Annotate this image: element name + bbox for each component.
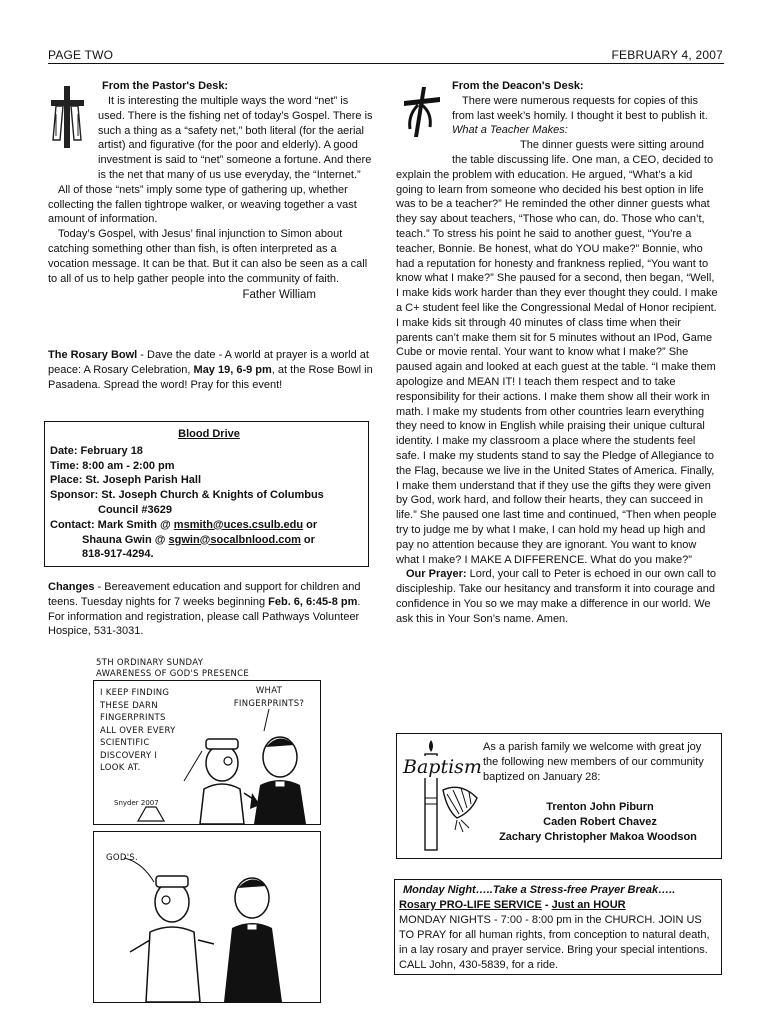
email-link-1[interactable]: msmith@uces.csulb.edu	[173, 518, 304, 531]
cartoon-caption-1: 5TH ORDINARY SUNDAY	[96, 658, 204, 668]
just-an-hour-link[interactable]: Just an HOUR	[551, 899, 626, 911]
header-rule	[48, 63, 724, 64]
pastor-body	[48, 94, 374, 303]
cartoon-bubble-2: WHAT FINGERPRINTS?	[233, 686, 305, 709]
baptized-name-3: Zachary Christopher Makoa Woodson	[499, 830, 697, 843]
monday-prayer-box	[394, 879, 722, 975]
deacon-story: The dinner guests were sitting around the table discussing life. One man, a CEO, decided to explain the problem with education. He argued, “What’s a kid going to learn from someone who decided his best option in life was to be a teacher?” He reminded the other dinner guests what they say about teachers, “Those who can, do. Those who can’t, teach.” To stress his point he said to another guest, “You’re a teacher, Bonnie. Be honest, what do YOU make?” Bonnie, who had a reputation for honesty and frankness replied, “You want to know what I make?” She paused for a second, then began, “Well, I make kids work harder than they ever thought they could. I make a C+ student feel like the Congressional Medal of Honor recipient. I make kids sit through 40 minutes of class time when their parents can’t make them sit for 5 minutes without an IPod, Game Cube or movie rental. Your want to know what I make?” She paused again and looked at each guest at the table. “I make them apologize and MEAN IT! I teach them respect and to take responsibility for their actions. I make them show all their work in math. I make my students from other countries learn everything they need to know in English while praising their unique cultural identity. I make my classroom a place where the students feel safe. I make my students stand to say the Pledge of Allegiance to the Flag, because we live in the United States of America. Finally, I make them understand that if they use the gifts they were given by God, work hard, and follow their hearts, they can succeed in life.” She paused one last time and continued, “Then when people try to judge me by what I make, I can hold my head up high and pay no attention because they are ignorant. You want to know what I make? I MAKE A DIFFERENCE. What do you make?”	[396, 139, 718, 566]
rosary-text-1: - Dave the date - A world at prayer is a world at peace: A Rosary Celebration,	[48, 349, 369, 376]
pastor-paragraph-2: All of those “nets” imply some type of gathering up, whether collecting the fallen tightrope walker, or weaving together a vast amount of information.	[48, 183, 357, 226]
contact-or-1: or	[303, 518, 318, 531]
blood-drive-date: Date: February 18	[50, 444, 143, 457]
issue-date: FEBRUARY 4, 2007	[611, 48, 723, 62]
rosary-text-2: , at the Rose Bowl in Pasadena. Spread the word! Pray for this event!	[48, 363, 373, 391]
pastor-paragraph-3: Today’s Gospel, with Jesus’ final injunction to Simon about catching something other than fish, is often interpreted as a vocation message. It can be that. But it can also be seen as a call to all of us to help gather people into the community of faith.	[48, 228, 368, 285]
pastor-signature: Father William	[242, 289, 316, 302]
blood-drive-sponsor: Sponsor: St. Joseph Church & Knights of Columbus	[50, 489, 324, 502]
baptized-name-1: Trenton John Piburn	[546, 801, 654, 813]
baptism-names	[483, 800, 717, 844]
contact-2: Shauna Gwin @	[82, 533, 169, 546]
monday-title: Monday Night…..Take a Stress-free Prayer Break…..	[403, 884, 676, 896]
deacon-subtitle: What a Teacher Makes:	[452, 124, 568, 137]
rosary-bowl-notice	[48, 348, 374, 392]
baptism-logo-text: Baptism	[403, 756, 482, 778]
blood-drive-time: Time: 8:00 am - 2:00 pm	[50, 459, 175, 472]
deacon-intro: There were numerous requests for copies of this from last week’s homily. I thought it best to publish it.	[452, 94, 708, 122]
changes-text-1: - Bereavement education and support for children and teens. Tuesday nights for 7 weeks beginning	[48, 581, 361, 608]
rosary-lead: The Rosary Bowl	[48, 349, 138, 361]
monday-sep: -	[541, 899, 552, 911]
blood-drive-title: Blood Drive	[178, 428, 240, 440]
baptism-intro: As a parish family we welcome with great joy the following new members of our community baptized on January 28:	[483, 741, 704, 783]
cartoon-caption-2: AWARENESS OF GOD'S PRESENCE	[96, 669, 250, 679]
cartoon-panel-1	[93, 680, 321, 825]
deacon-column	[396, 79, 718, 626]
changes-text-2: . For information and registration, please call Pathways Volunteer Hospice, 531-3031.	[48, 595, 361, 638]
rosary-prolife-link[interactable]: Rosary PRO-LIFE SERVICE	[399, 899, 542, 911]
rosary-date: May 19, 6-9 pm	[193, 363, 272, 376]
changes-lead: Changes	[48, 581, 95, 593]
cartoon-bubble-1: I KEEP FINDING THESE DARN FINGERPRINTS ALL OVER EVERY SCIENTIFIC DISCOVERY I LOOK AT.	[100, 688, 176, 773]
page-label: PAGE TWO	[48, 48, 114, 62]
deacon-title: From the Deacon's Desk:	[452, 80, 584, 92]
pastor-paragraph-1: It is interesting the multiple ways the word “net” is used. There is the fishing net of today’s Gospel. There is such a thing as a “safety net,” both literal (for the aerial artist) and figurative (for the poor and elderly). A good investment is said to “net” someone a fortune. And there is the net that many of us use everyday, the “Internet.”	[98, 95, 373, 181]
pastor-title: From the Pastor's Desk:	[102, 80, 229, 92]
contact-label: Contact: Mark Smith @	[50, 518, 174, 531]
cartoon-artist-signature: Snyder 2007	[114, 799, 159, 807]
baptized-name-2: Caden Robert Chavez	[543, 815, 657, 828]
prayer-text: Lord, your call to Peter is echoed in our own call to discipleship. Take our hesitancy and transform it into courage and confidence in You so we may make a difference in our world. We ask this in Your Son’s name. Amen.	[396, 568, 716, 625]
cartoon-panel-2	[93, 831, 321, 1003]
contact-or-2: or	[300, 533, 315, 546]
scientist-pointing-drawing	[94, 832, 320, 1002]
changes-date: Feb. 6, 6:45-8 pm	[268, 595, 358, 608]
baptism-box	[396, 733, 722, 859]
prayer-label: Our Prayer:	[406, 568, 467, 581]
email-link-2[interactable]: sgwin@socalbnlood.com	[168, 533, 301, 546]
contact-phone: 818-917-4294.	[82, 548, 154, 561]
cartoon-bubble-3: GOD'S.	[106, 853, 139, 863]
blood-drive-place: Place: St. Joseph Parish Hall	[50, 474, 202, 487]
changes-notice	[48, 580, 370, 639]
monday-body: MONDAY NIGHTS - 7:00 - 8:00 pm in the CHURCH. JOIN US TO PRAY for all human rights, from conception to natural death, in a lay rosary and prayer service. Bring your special intentions. CALL John, 430-5839, for a ride.	[399, 914, 710, 971]
blood-drive-box	[44, 421, 369, 567]
blood-drive-council: Council #3629	[98, 503, 172, 516]
